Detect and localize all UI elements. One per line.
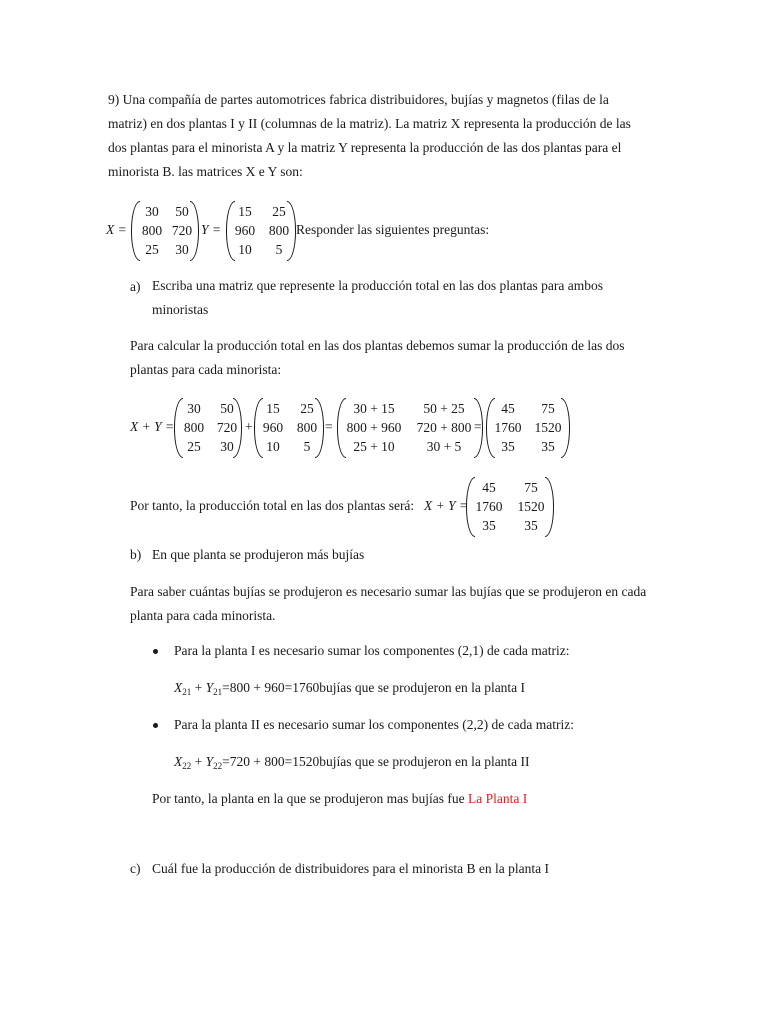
matrix-cell: 10 bbox=[238, 242, 252, 257]
explain-line: planta para cada minorista. bbox=[130, 608, 276, 623]
eq-expr: =720 + 800=1520 bbox=[222, 754, 320, 769]
matrix-cell: 35 bbox=[541, 439, 555, 454]
question-line: Escriba una matriz que represente la producción total en las dos plantas para ambos bbox=[152, 278, 603, 293]
intro-line: 9) Una compañía de partes automotrices fabrica distribuidores, bujías y magnetos (filas de la bbox=[108, 92, 609, 107]
matrix-cell: 45 bbox=[501, 401, 515, 416]
eq-x: X bbox=[174, 754, 183, 769]
part-b-question: En que planta se produjeron más bujías bbox=[152, 547, 365, 562]
matrix-cell: 10 bbox=[266, 439, 280, 454]
matrix-cell: 30 bbox=[187, 401, 201, 416]
part-c-question: Cuál fue la producción de distribuidores para el minorista B en la planta I bbox=[152, 861, 550, 876]
matrix-cell: 800 bbox=[296, 420, 318, 435]
result-matrix bbox=[486, 398, 570, 456]
eq-y-sub: 21 bbox=[213, 687, 223, 697]
explain-line: plantas para cada minorista: bbox=[130, 362, 282, 377]
x-label: X = bbox=[106, 222, 127, 237]
conclusion-matrix bbox=[466, 477, 554, 535]
matrix-cell: 25 bbox=[187, 439, 201, 454]
conclusion-answer: La Planta I bbox=[468, 791, 528, 806]
matrix-cell: 45 bbox=[482, 480, 496, 495]
plus-sign: + bbox=[245, 419, 253, 434]
matrix-cell: 1760 bbox=[475, 499, 503, 514]
matrix-cell: 800 bbox=[141, 223, 163, 238]
bullet-planta-1: Para la planta I es necesario sumar los componentes (2,1) de cada matriz: bbox=[174, 643, 570, 658]
matrix-cell: 50 bbox=[220, 401, 234, 416]
part-b-conclusion bbox=[152, 790, 527, 808]
matrix-cell: 35 bbox=[501, 439, 515, 454]
matrix-cell: 75 bbox=[524, 480, 538, 495]
equation-planta-2: $X_{22} + Y_{22}=720$ + 800=1520bujías que se produjeron en la planta II bbox=[174, 754, 530, 771]
intro-line: minorista B. las matrices X e Y son: bbox=[108, 164, 303, 179]
matrix-cell: 35 bbox=[524, 518, 538, 533]
matrix-cell: 25 bbox=[145, 242, 159, 257]
eq-y: Y bbox=[205, 754, 214, 769]
equals-sign: = bbox=[325, 419, 333, 434]
intro-line: dos plantas para el minorista A y la matriz Y representa la producción de las dos plantas para el bbox=[108, 140, 622, 155]
y-label: Y = bbox=[201, 222, 221, 237]
matrix-cell: 35 bbox=[482, 518, 496, 533]
part-a-conclusion: Por tanto, la producción total en las dos plantas será: bbox=[130, 498, 415, 513]
conclusion-prefix: Por tanto, la planta en la que se produjeron mas bujías fue bbox=[152, 791, 469, 806]
matrix-cell: 800 bbox=[268, 223, 290, 238]
eq-suffix: bujías que se produjeron en la planta II bbox=[319, 754, 530, 769]
respond-text: Responder las siguientes preguntas: bbox=[296, 222, 490, 237]
bullet-dot bbox=[153, 723, 158, 728]
matrix-cell: 5 bbox=[275, 242, 283, 257]
matrix-cell: 25 bbox=[272, 204, 286, 219]
matrix-cell: 720 bbox=[171, 223, 193, 238]
bullet-dot bbox=[153, 649, 158, 654]
matrix-cell: 50 + 25 bbox=[423, 401, 465, 416]
matrix-y-copy bbox=[254, 398, 324, 456]
matrix-cell: 30 bbox=[220, 439, 234, 454]
matrix-cell: 5 bbox=[303, 439, 311, 454]
matrix-cell: 1760 bbox=[494, 420, 522, 435]
bullet-planta-2: Para la planta II es necesario sumar los componentes (2,2) de cada matriz: bbox=[174, 717, 574, 732]
explain-line: Para calcular la producción total en las dos plantas debemos sumar la producción de las dos bbox=[130, 338, 625, 353]
eq-y: Y bbox=[205, 680, 214, 695]
matrix-cell: 30 bbox=[145, 204, 159, 219]
part-b-explanation bbox=[130, 580, 660, 628]
part-a-marker: a) bbox=[130, 279, 141, 294]
conclusion-lhs: X + Y = bbox=[424, 498, 469, 513]
matrix-cell: 15 bbox=[266, 401, 280, 416]
matrix-cell: 960 bbox=[262, 420, 284, 435]
eq-x: X bbox=[174, 680, 183, 695]
equation-planta-1: $X_{21} + Y_{21}=800$ + 960=1760bujías que se produjeron en la planta I bbox=[174, 680, 526, 697]
eq-y-sub: 22 bbox=[213, 761, 223, 771]
matrix-cell: 800 bbox=[183, 420, 205, 435]
part-c-marker: c) bbox=[130, 861, 141, 876]
matrix-cell: 30 + 5 bbox=[426, 439, 462, 454]
question-line: minoristas bbox=[152, 302, 209, 317]
eq-expr: =800 + 960=1760 bbox=[222, 680, 320, 695]
matrix-cell: 30 bbox=[175, 242, 189, 257]
eq-suffix: bujías que se produjeron en la planta I bbox=[319, 680, 526, 695]
matrix-y bbox=[226, 201, 296, 259]
matrix-cell: 960 bbox=[234, 223, 256, 238]
eq-x-sub: 21 bbox=[182, 687, 192, 697]
matrix-cell: 25 + 10 bbox=[353, 439, 395, 454]
matrix-cell: 75 bbox=[541, 401, 555, 416]
matrix-cell: 720 + 800 bbox=[416, 420, 472, 435]
part-a-explanation bbox=[130, 334, 660, 382]
matrix-cell: 30 + 15 bbox=[353, 401, 395, 416]
matrix-x bbox=[131, 201, 199, 259]
sum-lhs: X + Y = bbox=[130, 419, 175, 434]
equals-sign: = bbox=[474, 419, 482, 434]
sum-matrix bbox=[337, 398, 483, 456]
matrix-cell: 1520 bbox=[517, 499, 545, 514]
intro-line: matriz) en dos plantas I y II (columnas de la matriz). La matriz X representa la producción de las bbox=[108, 116, 631, 131]
matrix-cell: 15 bbox=[238, 204, 252, 219]
explain-line: Para saber cuántas bujías se produjeron es necesario sumar las bujías que se produjeron en cada bbox=[130, 584, 647, 599]
matrix-x-copy bbox=[174, 398, 242, 456]
part-a-question bbox=[152, 274, 660, 322]
eq-x-sub: 22 bbox=[182, 761, 192, 771]
matrix-cell: 800 + 960 bbox=[346, 420, 402, 435]
matrix-cell: 25 bbox=[300, 401, 314, 416]
matrix-cell: 50 bbox=[175, 204, 189, 219]
problem-intro bbox=[108, 88, 660, 184]
matrix-cell: 1520 bbox=[534, 420, 562, 435]
matrix-cell: 720 bbox=[216, 420, 238, 435]
part-b-marker: b) bbox=[130, 547, 142, 562]
